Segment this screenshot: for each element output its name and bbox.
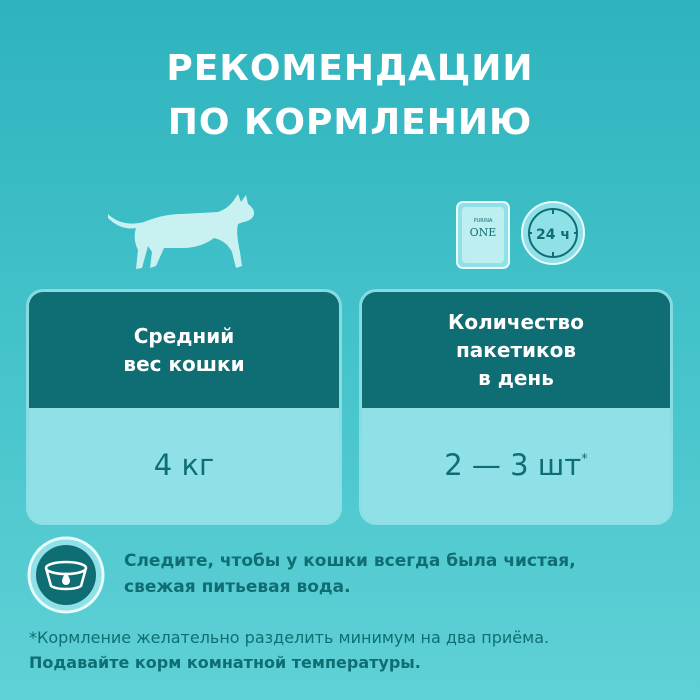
clock-icon xyxy=(520,200,586,266)
pouches-value xyxy=(362,408,670,522)
pouches-per-day-card xyxy=(362,292,670,522)
cat-silhouette-icon xyxy=(106,192,260,272)
pouches-footnote-mark: * xyxy=(581,451,588,467)
title-line-1: РЕКОМЕНДАЦИИ xyxy=(166,48,534,89)
avg-weight-value xyxy=(29,408,339,522)
avg-weight-card xyxy=(29,292,339,522)
pouch-brand: ONE xyxy=(469,226,497,239)
pouches-heading-line-3: в день xyxy=(478,366,554,390)
avg-weight-heading-line-2: вес кошки xyxy=(123,352,245,376)
clock-label: 24 ч xyxy=(536,227,570,243)
page-title xyxy=(0,42,700,150)
title-line-2: ПО КОРМЛЕНИЮ xyxy=(167,102,533,143)
water-bowl-icon xyxy=(27,536,105,614)
pouches-heading xyxy=(362,292,670,408)
food-pouch-icon xyxy=(455,200,511,270)
footnote-line-1: *Кормление желательно разделить минимум на два приёма. xyxy=(29,628,550,647)
water-reminder xyxy=(124,548,684,600)
avg-weight-value-text: 4 кг xyxy=(153,448,215,482)
footnote-line-2: Подавайте корм комнатной температуры. xyxy=(29,653,421,672)
avg-weight-heading-line-1: Средний xyxy=(133,324,235,348)
pouches-value-text: 2 — 3 шт xyxy=(444,448,582,482)
pouches-heading-line-2: пакетиков xyxy=(455,338,577,362)
water-reminder-line-2: свежая питьевая вода. xyxy=(124,577,351,597)
pouch-brand-small: PURINA xyxy=(473,218,493,224)
avg-weight-heading xyxy=(29,292,339,408)
footnote xyxy=(29,625,689,675)
water-reminder-line-1: Следите, чтобы у кошки всегда была чистая, xyxy=(124,551,576,571)
pouches-heading-line-1: Количество xyxy=(448,310,584,334)
